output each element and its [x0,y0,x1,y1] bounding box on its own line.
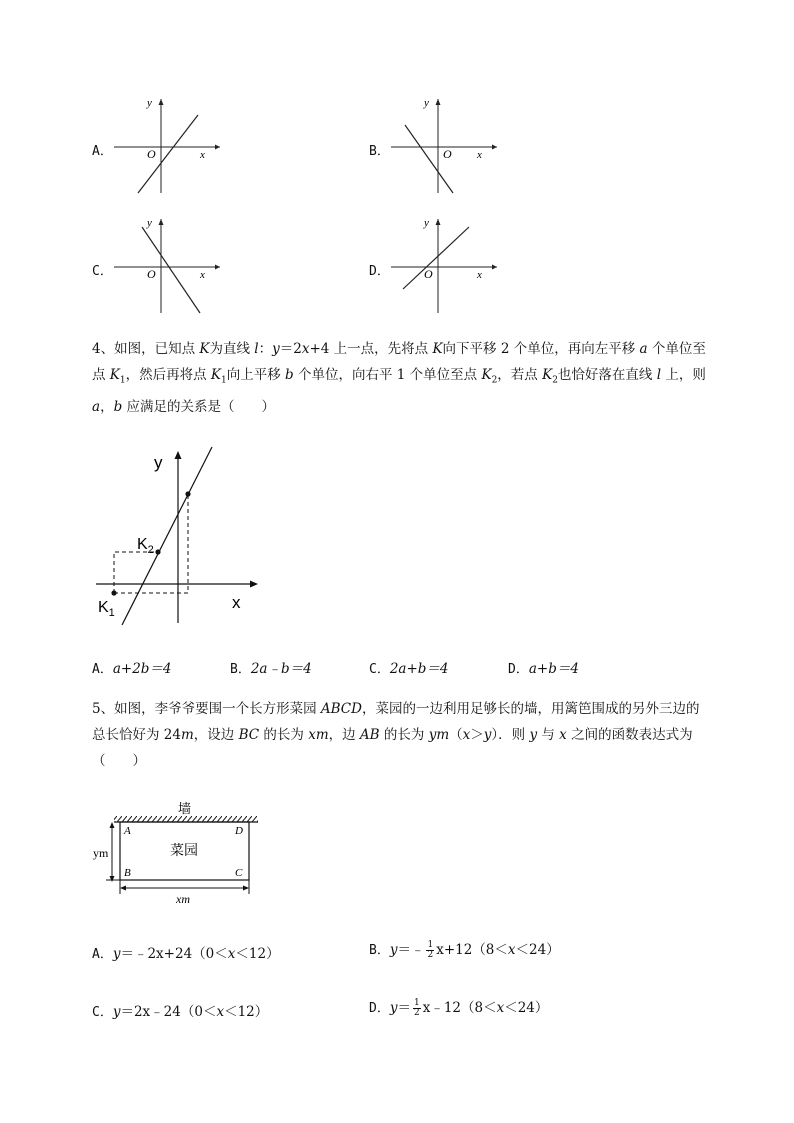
vertex-c: C [235,867,243,879]
q5-option-d: D．y＝ $\frac{1}{2}$ x﹣12（8＜x＜24） [369,998,549,1018]
xm-label: xm [176,892,190,906]
origin-label: O [443,147,452,161]
q5-option-b: B．y＝﹣ $\frac{1}{2}$ x+12（8＜x＜24） [369,940,560,960]
q4-option-b: B．2a﹣b＝4 [230,661,312,677]
q4-stem [92,336,752,420]
y-axis-label: y [147,217,152,229]
graph-b [389,95,499,195]
vertex-a: A [124,825,131,837]
q3-option-c [92,215,222,315]
q4-line-2: 点 $K_1$，然后再将点 $K_1$向上平移 b 个单位，向右平 1 个单位至点 $K_2$，若点 $K_2$也恰好落在直线 l 上，则 [92,367,706,386]
q5-line-1: 5、如图，李爷爷要围一个长方形菜园 ABCD，菜园的一边利用足够长的墙，用篱笆围成的另外三边的 [92,701,700,717]
q4-option-c: C．2a+b＝4 [369,661,449,677]
x-axis-label: x [477,149,482,161]
option-label: B． [369,144,390,159]
garden-label: 菜园 [170,843,198,859]
point-k [185,491,190,496]
q4-line-1: 4、如图，已知点 K为直线 l：y＝2x+4 上一点，先将点 K向下平移 2 个单位，再向左平移 a 个单位至 [92,341,706,357]
q3-option-b [369,95,499,195]
point-k2 [155,549,160,554]
option-label: D． [369,264,390,279]
k2-label: $K_2$ [137,536,154,556]
option-label: A． [92,144,113,159]
y-axis-label: y [154,453,163,472]
graph-d [389,215,499,315]
x-axis-label: x [200,269,205,281]
q3-option-a [92,95,222,195]
q4-line-3: a，b 应满足的关系是（ ） [92,398,276,415]
k1-label: $K_1$ [98,599,115,619]
vertex-d: D [235,825,243,837]
graph-a [112,95,222,195]
q4-option-a: A．a+2b＝4 [92,661,172,677]
q5-option-c: C．y＝2x﹣24（0＜x＜12） [92,1004,269,1020]
q5-line-2: 总长恰好为 24m，设边 BC 的长为 xm，边 AB 的长为 ym（x＞y）．则 y 与 x 之间的函数表达式为 [92,727,693,743]
vertex-b: B [124,867,131,879]
fraction: $\frac{1}{2}$ [427,940,434,960]
origin-label: O [424,267,433,281]
q4-option-d: D．a+b＝4 [508,661,579,677]
y-axis-label: y [424,217,429,229]
fraction: $\frac{1}{2}$ [413,998,420,1018]
q3-option-d [369,215,499,315]
q5-stem [92,696,752,774]
origin-label: O [147,267,156,281]
x-axis-label: x [232,593,241,612]
x-axis-label: x [200,149,205,161]
q4-figure [92,445,272,630]
q4-options [92,657,692,677]
q5-option-a: A．y＝﹣2x+24（0＜x＜12） [92,946,280,962]
wall-label: 墙 [178,802,192,817]
y-axis-label: y [147,97,152,109]
q5-figure [92,798,267,908]
graph-c [112,215,222,315]
x-axis-label: x [477,269,482,281]
option-label: C． [92,264,113,279]
ym-label: ym [93,846,109,860]
q5-line-3: （ ） [92,753,146,769]
y-axis-label: y [424,97,429,109]
origin-label: O [147,147,156,161]
point-k1 [111,590,116,595]
